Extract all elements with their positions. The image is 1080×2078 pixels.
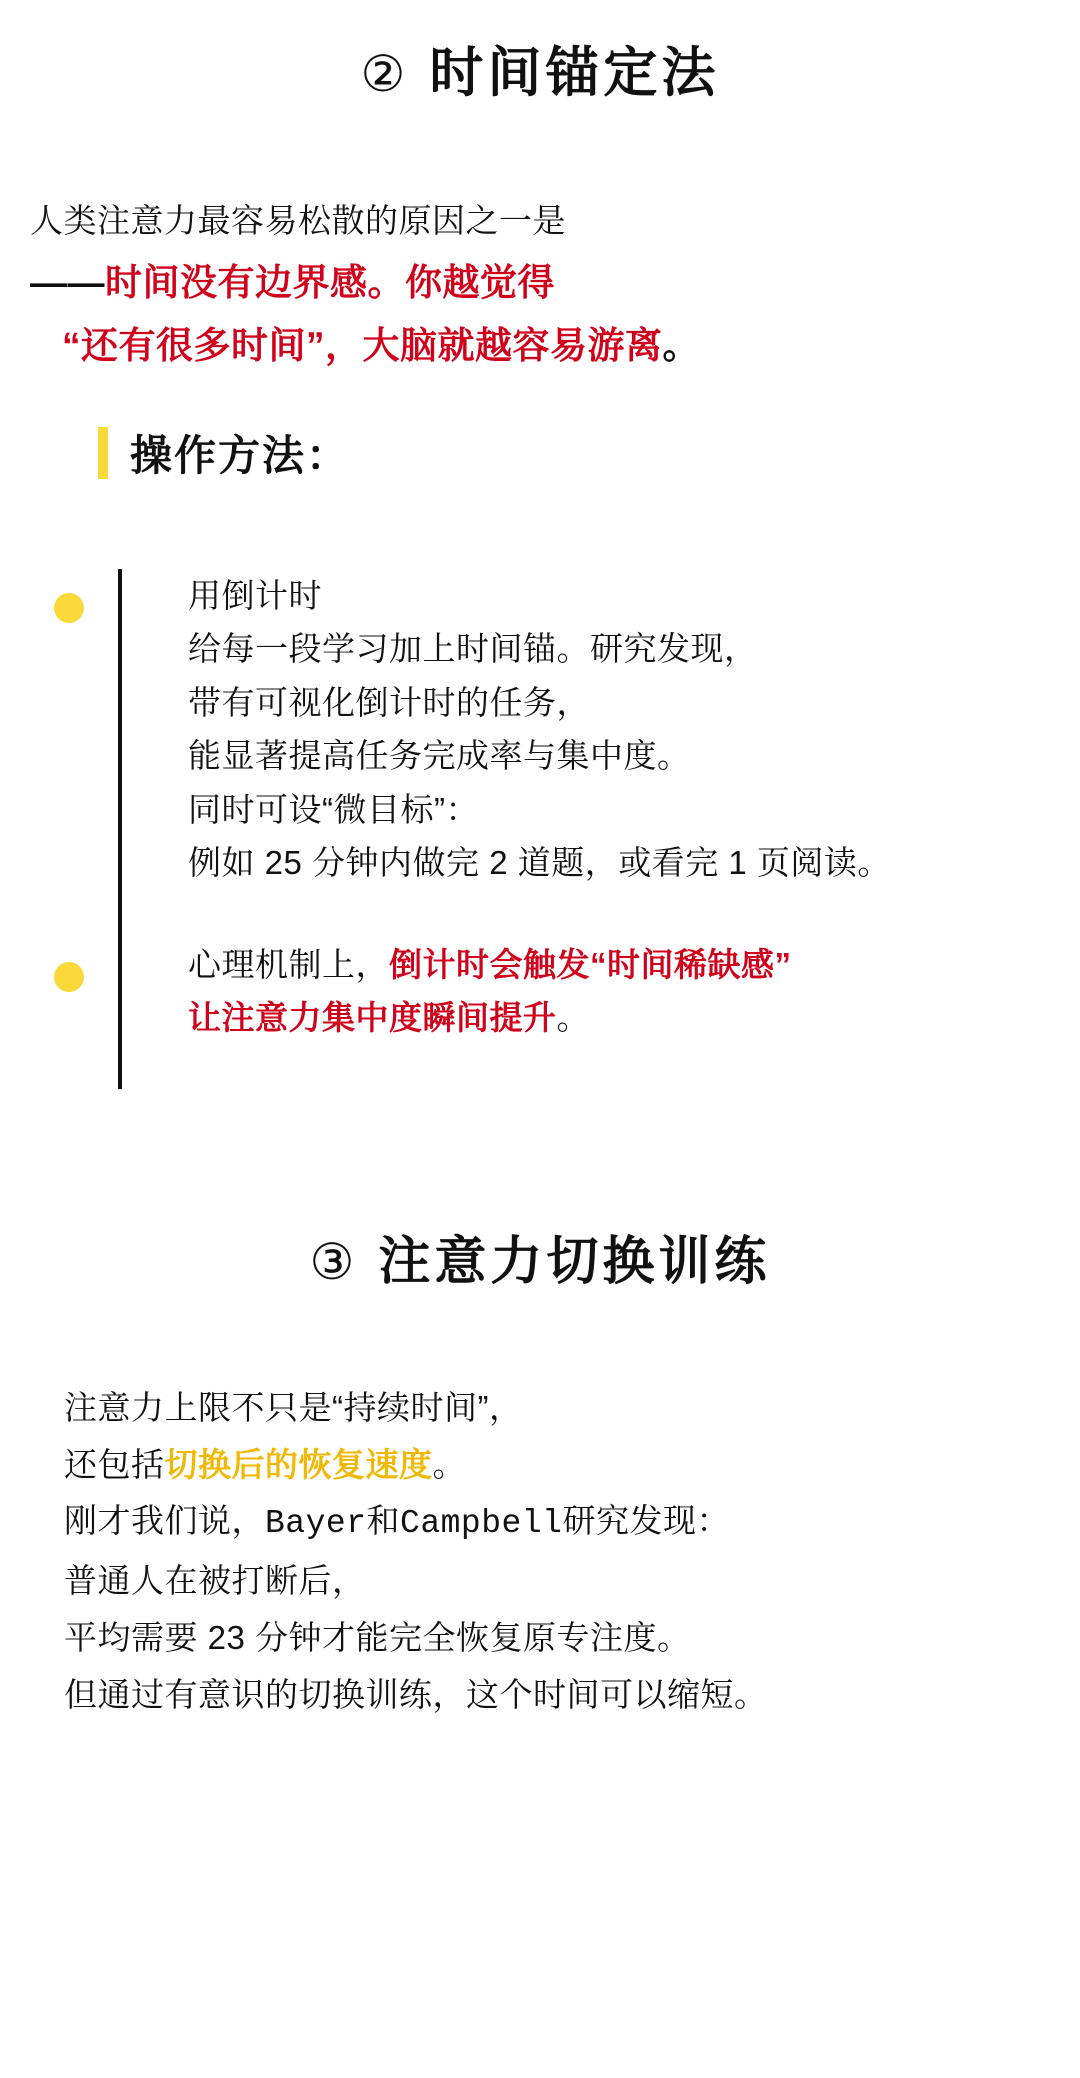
bullet-2-line-2-red: 让注意力集中度瞬间提升 [188,999,557,1036]
section2-intro [0,195,1080,375]
section3-line-6: 但通过有意识的切换训练，这个时间可以缩短。 [64,1675,768,1713]
section3-line-2-b: 。 [432,1445,466,1483]
section3-line-2-highlight: 切换后的恢复速度 [164,1445,433,1483]
intro-dash: —— [30,262,105,304]
bullet-list [0,569,1080,1089]
list-item [30,938,1080,1045]
section3-line-5: 平均需要 23 分钟才能完全恢复原专注度。 [64,1618,691,1656]
intro-line-3-period: 。 [662,325,700,367]
intro-line-3 [30,317,1050,374]
bullet-1-line-4: 能显著提高任务完成率与集中度。 [188,737,691,775]
section2-title-text: 时间锚定法 [429,43,720,103]
yellow-bar-accent [98,427,108,479]
intro-line-2 [30,254,1050,311]
section3-line-3-b: 研究发现： [562,1502,730,1540]
bullet-1-text [188,569,891,890]
method-heading [0,423,1080,483]
bullet-1-line-2: 给每一段学习加上时间锚。研究发现， [188,630,758,668]
intro-line-1: 人类注意力最容易松散的原因之一是 [30,202,566,239]
section3-line-2-a: 还包括 [64,1445,165,1483]
section3-title [0,1219,1080,1294]
bullet-2-line-2 [188,991,792,1044]
section3-line-2 [64,1437,1080,1494]
section3 [0,1219,1080,1724]
section3-title-text: 注意力切换训练 [378,1232,771,1291]
section3-line-4: 普通人在被打断后， [64,1562,366,1600]
section3-line-3-mono: Bayer和Campbell [265,1505,563,1543]
bullet-2-line-2-black: 。 [556,999,590,1036]
bullet-dot-icon [54,593,84,623]
intro-line-3-red: “还有很多时间”，大脑就越容易游离 [62,325,663,367]
section2-title [0,0,1080,107]
bullet-2-line-1-red: 倒计时会触发“时间稀缺感” [389,945,792,983]
bullet-1-line-6: 例如 25 分钟内做完 2 道题，或看完 1 页阅读。 [188,844,891,882]
section3-number: ③ [309,1233,357,1290]
bullet-2-line-1 [188,938,792,991]
bullet-2-line-1-black: 心理机制上， [188,945,389,983]
bullet-1-line-1: 用倒计时 [188,576,322,614]
bullet-1-line-5: 同时可设“微目标”： [188,790,479,828]
bullet-dot-icon [54,962,84,992]
method-heading-label: 操作方法： [130,431,351,479]
bullet-2-text [188,938,792,1045]
section3-line-3 [64,1493,1080,1553]
section3-line-1: 注意力上限不只是“持续时间”， [64,1388,523,1426]
intro-line-2-red: 时间没有边界感。你越觉得 [105,262,555,304]
bullet-1-line-3: 带有可视化倒计时的任务， [188,683,590,721]
section2-number: ② [360,46,408,102]
list-item [30,569,1080,890]
section3-line-3-a: 刚才我们说， [64,1502,265,1540]
section3-body [0,1380,1080,1724]
